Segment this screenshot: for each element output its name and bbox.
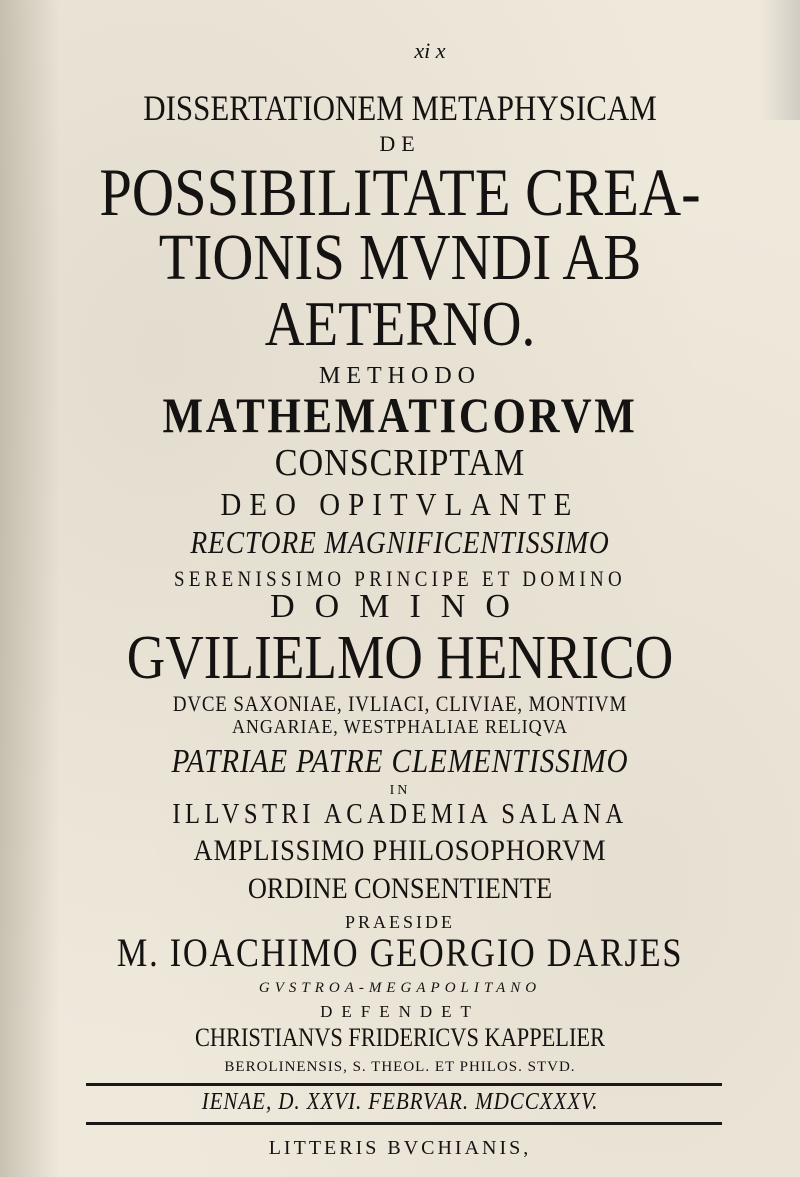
method-label: METHODO: [319, 363, 481, 389]
titles-line-2: ANGARIAE, WESTPHALIAE RELIQVA: [232, 716, 568, 738]
title-line-1: DISSERTATIONEM METAPHYSICAM: [143, 88, 657, 128]
in-line: IN: [389, 783, 411, 798]
main-title-line-3: AETERNO.: [264, 288, 536, 359]
deo-opitvlante-line: DEO OPITVLANTE: [220, 486, 580, 522]
patriae-line: PATRIAE PATRE CLEMENTISSIMO: [171, 743, 629, 780]
dedicatee-name-line: GVILIELMO HENRICO: [126, 624, 674, 692]
respondent-origin-line: BEROLINENSIS, S. THEOL. ET PHILOS. STVD.: [224, 1059, 576, 1075]
mathematicorvm-line: MATHEMATICORVM: [162, 387, 638, 443]
conscriptam-line: CONSCRIPTAM: [274, 442, 526, 484]
respondent-name-line: CHRISTIANVS FRIDERICVS KAPPELIER: [194, 1023, 605, 1052]
title-line-de: DE: [379, 131, 421, 156]
praeside-line: PRAESIDE: [344, 912, 455, 932]
rule-top: [86, 1083, 722, 1086]
main-title-line-2: TIONIS MVNDI AB: [158, 221, 642, 294]
gvstroa-line: GVSTROA-MEGAPOLITANO: [258, 980, 542, 996]
domino-line: DOMINO: [270, 588, 530, 625]
defendet-line: DEFENDET: [320, 1002, 480, 1021]
ordine-line: ORDINE CONSENTIENTE: [247, 872, 553, 905]
titles-line-1: DVCE SAXONIAE, IVLIACI, CLIVIAE, MONTIVM: [172, 691, 628, 716]
academia-line: ILLVSTRI ACADEMIA SALANA: [172, 799, 628, 830]
printer-line: LITTERIS BVCHIANIS,: [268, 1137, 532, 1159]
imprint-date-line: IENAE, D. XXVI. FEBRVAR. MDCCXXXV.: [201, 1089, 599, 1115]
signature-mark: xi x: [414, 38, 446, 63]
binding-shadow: [0, 0, 60, 1177]
praeses-name-line: M. IOACHIMO GEORGIO DARJES: [116, 930, 684, 975]
rule-bottom: [86, 1122, 722, 1125]
rectore-line: RECTORE MAGNIFICENTISSIMO: [190, 524, 610, 560]
principe-line: SERENISSIMO PRINCIPE ET DOMINO: [174, 566, 626, 591]
main-title-line-1: POSSIBILITATE CREA-: [99, 154, 701, 230]
philosophorvm-line: AMPLISSIMO PHILOSOPHORVM: [193, 834, 607, 867]
